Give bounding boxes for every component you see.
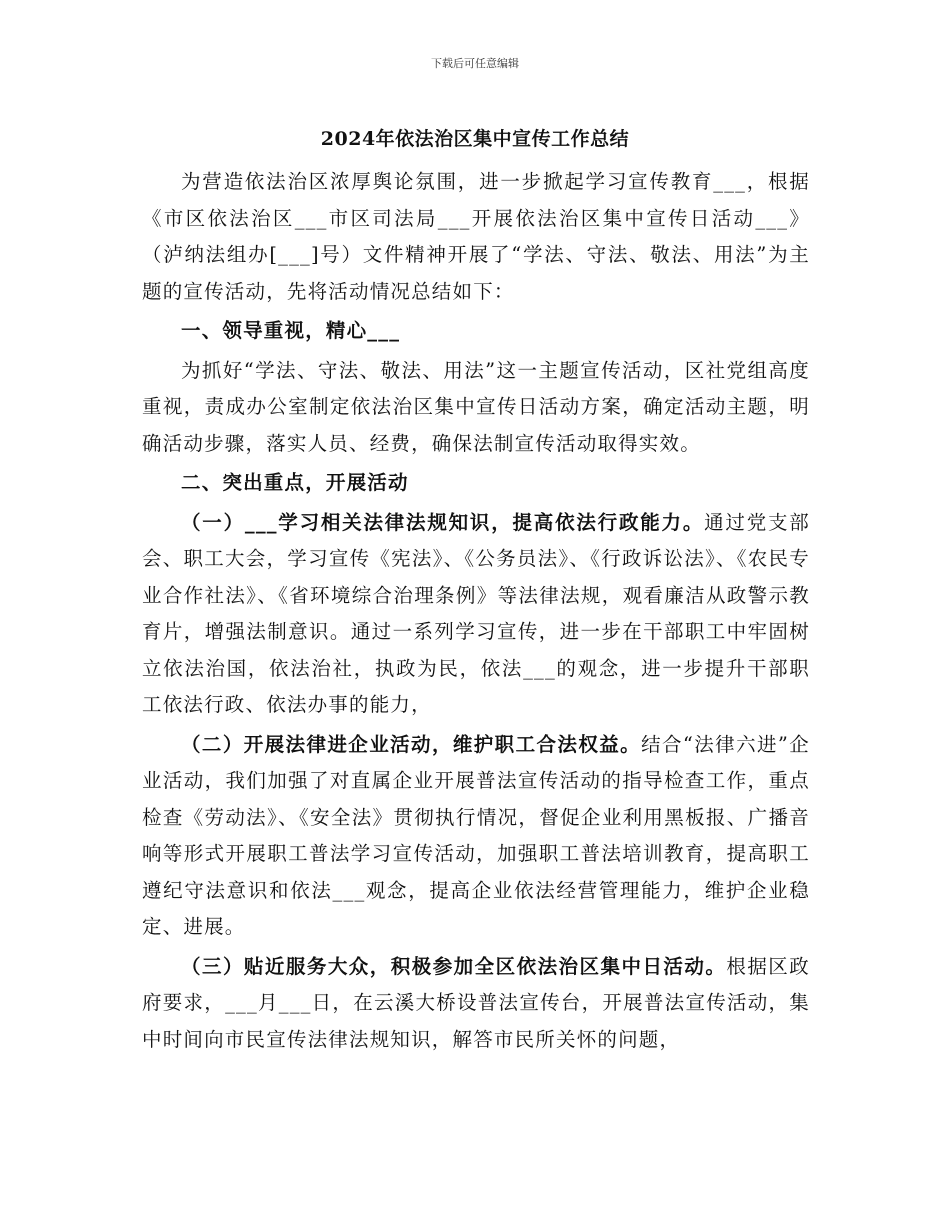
document-title: 2024年依法治区集中宣传工作总结 xyxy=(320,128,630,150)
section1-heading: 一、领导重视，精心___ xyxy=(181,319,401,342)
item-1-text: 通过党支部会、职工大会，学习宣传《宪法》、《公务员法》、《行政诉讼法》、《农民专业合作社法》、《省环境综合治理条例》等法律法规，观看廉洁从政警示教育片，增强法制意识。通过一系列学习宣传，进一步在干部职工中牢固树立依法治国，依法治社，执政为民，依法___的观念，进一步提升干部职工依法行政、依法办事的能力， xyxy=(142,510,810,716)
section2-item-2 xyxy=(142,727,810,946)
item-3-lead: （三）贴近服务大众，积极参加全区依法治区集中日活动。 xyxy=(181,954,727,978)
item-3-text: 根据区政府要求，___月___日，在云溪大桥设普法宣传台，开展普法宣传活动，集中时间向市民宣传法律法规知识，解答市民所关怀的问题， xyxy=(142,954,810,1051)
item-1-lead: （一）___学习相关法律法规知识，提高依法行政能力。 xyxy=(181,510,705,534)
section2-item-1 xyxy=(142,505,810,724)
section2-item-3 xyxy=(142,949,810,1059)
header-note: 下载后可任意编辑 xyxy=(431,57,519,70)
item-2-lead: （二）开展法律进企业活动，维护职工合法权益。 xyxy=(181,732,642,756)
intro-paragraph: 为营造依法治区浓厚舆论氛围，进一步掀起学习宣传教育___，根据《市区依法治区___市区司法局___开展依法治区集中宣传日活动___》（泸纳法组办[___]号）文件精神开展了“学法、守法、敬法、用法”为主题的宣传活动，先将活动情况总结如下： xyxy=(142,170,810,303)
item-2-text: 结合“法律六进”企业活动，我们加强了对直属企业开展普法宣传活动的指导检查工作，重点检查《劳动法》、《安全法》贯彻执行情况，督促企业利用黑板报、广播音响等形式开展职工普法学习宣传活动，加强职工普法培训教育，提高职工遵纪守法意识和依法___观念，提高企业依法经营管理能力，维护企业稳定、进展。 xyxy=(142,732,810,938)
section2-heading: 二、突出重点，开展活动 xyxy=(181,471,409,494)
document-body xyxy=(142,164,810,1058)
section1-paragraph: 为抓好“学法、守法、敬法、用法”这一主题宣传活动，区社党组高度重视，责成办公室制定依法治区集中宣传日活动方案，确定活动主题，明确活动步骤，落实人员、经费，确保法制宣传活动取得实效。 xyxy=(142,358,810,455)
